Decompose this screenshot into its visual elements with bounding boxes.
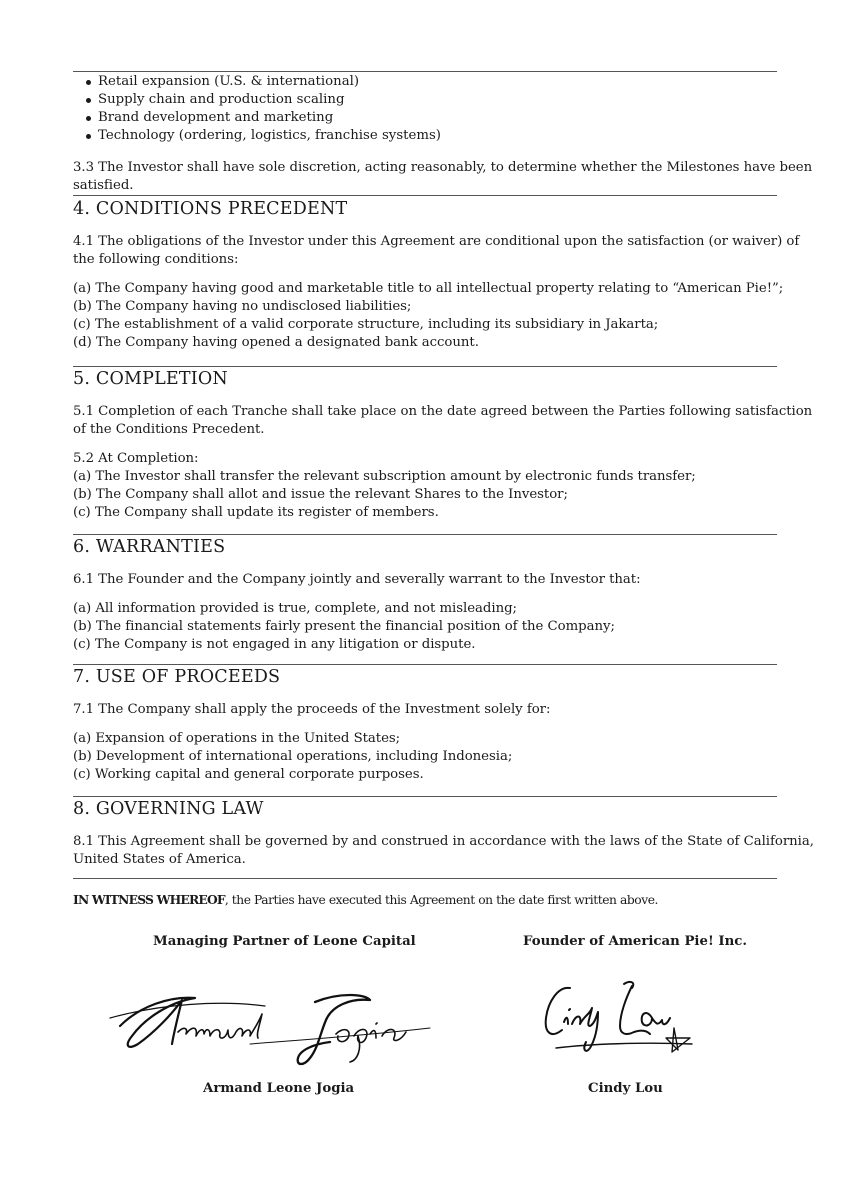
clause-8-1-cont: United States of America. bbox=[73, 852, 246, 867]
list-item: Supply chain and production scaling bbox=[98, 92, 345, 107]
list-item: (b) The Company having no undisclosed liabilities; bbox=[73, 299, 412, 314]
clause-5-2: 5.2 At Completion: bbox=[73, 451, 199, 466]
list-item: (b) Development of international operations, including Indonesia; bbox=[73, 749, 513, 764]
clause-3-3-cont: satisfied. bbox=[73, 178, 134, 193]
clause-5-1-cont: of the Conditions Precedent. bbox=[73, 422, 265, 437]
list-item: (a) The Investor shall transfer the relevant subscription amount by electronic funds transfer; bbox=[73, 469, 696, 484]
divider bbox=[73, 71, 777, 72]
divider bbox=[73, 534, 777, 535]
signature-armand-jogia bbox=[100, 984, 440, 1074]
witness-bold: IN WITNESS WHEREOF bbox=[73, 892, 225, 907]
list-item: (b) The financial statements fairly present the financial position of the Company; bbox=[73, 619, 615, 634]
divider bbox=[73, 796, 777, 797]
list-item: Technology (ordering, logistics, franchise systems) bbox=[98, 128, 441, 143]
list-item: (c) The Company shall update its register of members. bbox=[73, 505, 439, 520]
clause-4-1-cont: the following conditions: bbox=[73, 252, 239, 267]
list-item: (c) Working capital and general corporate purposes. bbox=[73, 767, 424, 782]
section-heading: 8. GOVERNING LAW bbox=[73, 799, 264, 819]
list-item: (a) Expansion of operations in the United States; bbox=[73, 731, 401, 746]
divider bbox=[73, 366, 777, 367]
section-heading: 4. CONDITIONS PRECEDENT bbox=[73, 199, 348, 219]
list-item: (c) The establishment of a valid corporate structure, including its subsidiary in Jakarta; bbox=[73, 317, 659, 332]
signatory-role-right: Founder of American Pie! Inc. bbox=[523, 934, 748, 949]
signatory-name-left: Armand Leone Jogia bbox=[203, 1081, 355, 1096]
bullet bbox=[86, 134, 91, 139]
witness-clause bbox=[73, 892, 658, 907]
section-heading: 7. USE OF PROCEEDS bbox=[73, 667, 281, 687]
list-item: (a) The Company having good and marketable title to all intellectual property relating to “American Pie!”; bbox=[73, 281, 784, 296]
clause-8-1: 8.1 This Agreement shall be governed by and construed in accordance with the laws of the State of California, bbox=[73, 834, 814, 849]
list-item: (b) The Company shall allot and issue the relevant Shares to the Investor; bbox=[73, 487, 568, 502]
divider bbox=[73, 195, 777, 196]
clause-3-3: 3.3 The Investor shall have sole discretion, acting reasonably, to determine whether the Milestones have been bbox=[73, 160, 813, 175]
clause-4-1: 4.1 The obligations of the Investor under this Agreement are conditional upon the satisfaction (or waiver) of bbox=[73, 234, 800, 249]
list-item: (a) All information provided is true, complete, and not misleading; bbox=[73, 601, 517, 616]
section-heading: 5. COMPLETION bbox=[73, 369, 228, 389]
clause-6-1: 6.1 The Founder and the Company jointly and severally warrant to the Investor that: bbox=[73, 572, 641, 587]
divider bbox=[73, 664, 777, 665]
signatory-name-right: Cindy Lou bbox=[588, 1081, 663, 1096]
list-item: Retail expansion (U.S. & international) bbox=[98, 74, 360, 89]
clause-7-1: 7.1 The Company shall apply the proceeds of the Investment solely for: bbox=[73, 702, 551, 717]
list-item: (d) The Company having opened a designated bank account. bbox=[73, 335, 479, 350]
divider bbox=[73, 878, 777, 879]
bullet bbox=[86, 80, 91, 85]
list-item: Brand development and marketing bbox=[98, 110, 334, 125]
list-item: (c) The Company is not engaged in any litigation or dispute. bbox=[73, 637, 476, 652]
clause-5-1: 5.1 Completion of each Tranche shall take place on the date agreed between the Parties following satisfaction bbox=[73, 404, 813, 419]
bullet bbox=[86, 98, 91, 103]
witness-rest: , the Parties have executed this Agreement on the date first written above. bbox=[224, 893, 659, 907]
signature-cindy-lou bbox=[540, 978, 710, 1068]
section-heading: 6. WARRANTIES bbox=[73, 537, 226, 557]
signatory-role-left: Managing Partner of Leone Capital bbox=[153, 934, 416, 949]
bullet bbox=[86, 116, 91, 121]
